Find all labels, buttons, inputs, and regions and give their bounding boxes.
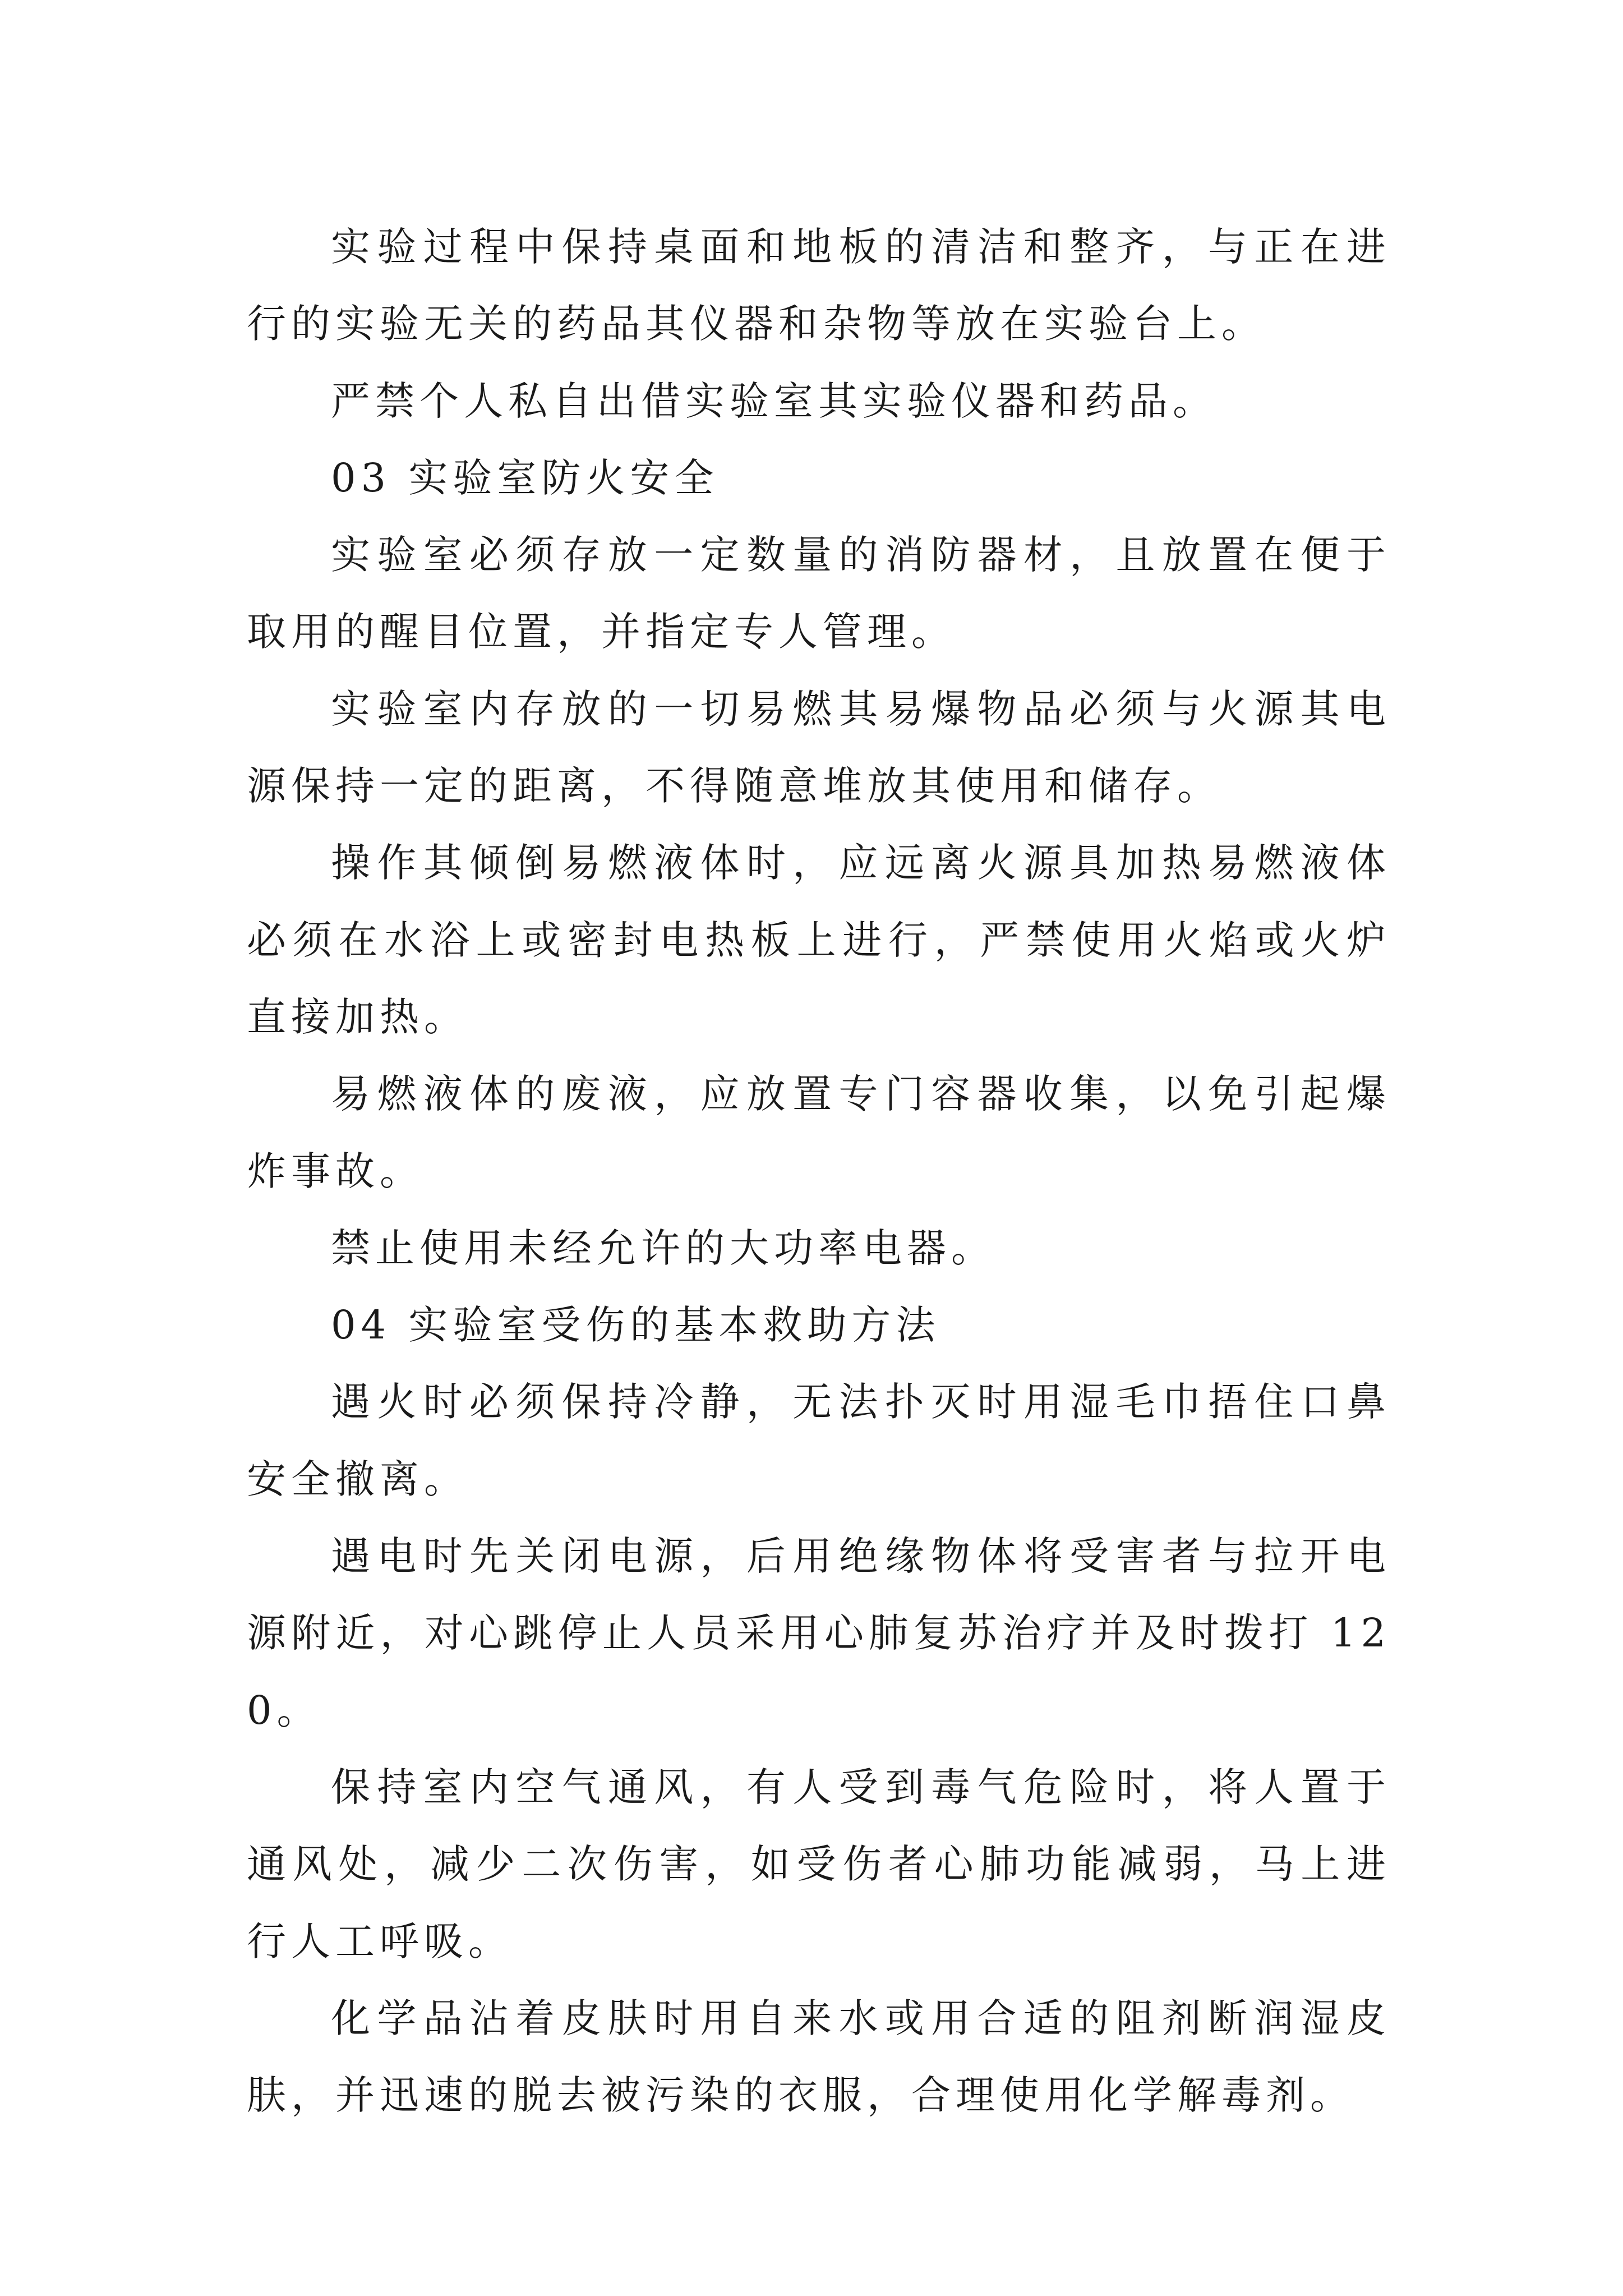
paragraph-flammable-liquids: 操作其倾倒易燃液体时，应远离火源具加热易燃液体必须在水浴上或密封电热板上进行，严禁使用火焰或火炉直接加热。: [247, 840, 1391, 1040]
paragraph-waste-liquid: 易燃液体的废液，应放置专门容器收集，以免引起爆炸事故。: [247, 1071, 1391, 1194]
paragraph-no-lending: 严禁个人私自出借实验室其实验仪器和药品。: [331, 378, 1217, 424]
section-heading-first-aid: 04 实验室受伤的基本救助方法: [331, 1302, 940, 1349]
paragraph-chemical-skin: 化学品沾着皮肤时用自来水或用合适的阻剂断润湿皮肤，并迅速的脱去被污染的衣服，合理使用化学解毒剂。: [247, 1995, 1391, 2119]
document-body: [247, 209, 1391, 2134]
paragraph-flammable-storage: 实验室内存放的一切易燃其易爆物品必须与火源其电源保持一定的距离，不得随意堆放其使用和储存。: [247, 685, 1391, 809]
paragraph-fire-equipment: 实验室必须存放一定数量的消防器材，且放置在便于取用的醒目位置，并指定专人管理。: [247, 532, 1391, 655]
paragraph-cleanliness: 实验过程中保持桌面和地板的清洁和整齐，与正在进行的实验无关的药品其仪器和杂物等放在实验台上。: [247, 224, 1391, 347]
paragraph-electric-shock: 遇电时先关闭电源，后用绝缘物体将受害者与拉开电源附近，对心跳停止人员采用心肺复苏治疗并及时拨打 120。: [247, 1533, 1391, 1733]
section-heading-fire-safety: 03 实验室防火安全: [331, 454, 719, 501]
paragraph-fire-escape: 遇火时必须保持冷静，无法扑灭时用湿毛巾捂住口鼻安全撤离。: [247, 1379, 1391, 1502]
paragraph-ventilation: 保持室内空气通风，有人受到毒气危险时，将人置于通风处，减少二次伤害，如受伤者心肺功能减弱，马上进行人工呼吸。: [247, 1764, 1391, 1964]
paragraph-high-power-appliances: 禁止使用未经允许的大功率电器。: [331, 1225, 995, 1271]
